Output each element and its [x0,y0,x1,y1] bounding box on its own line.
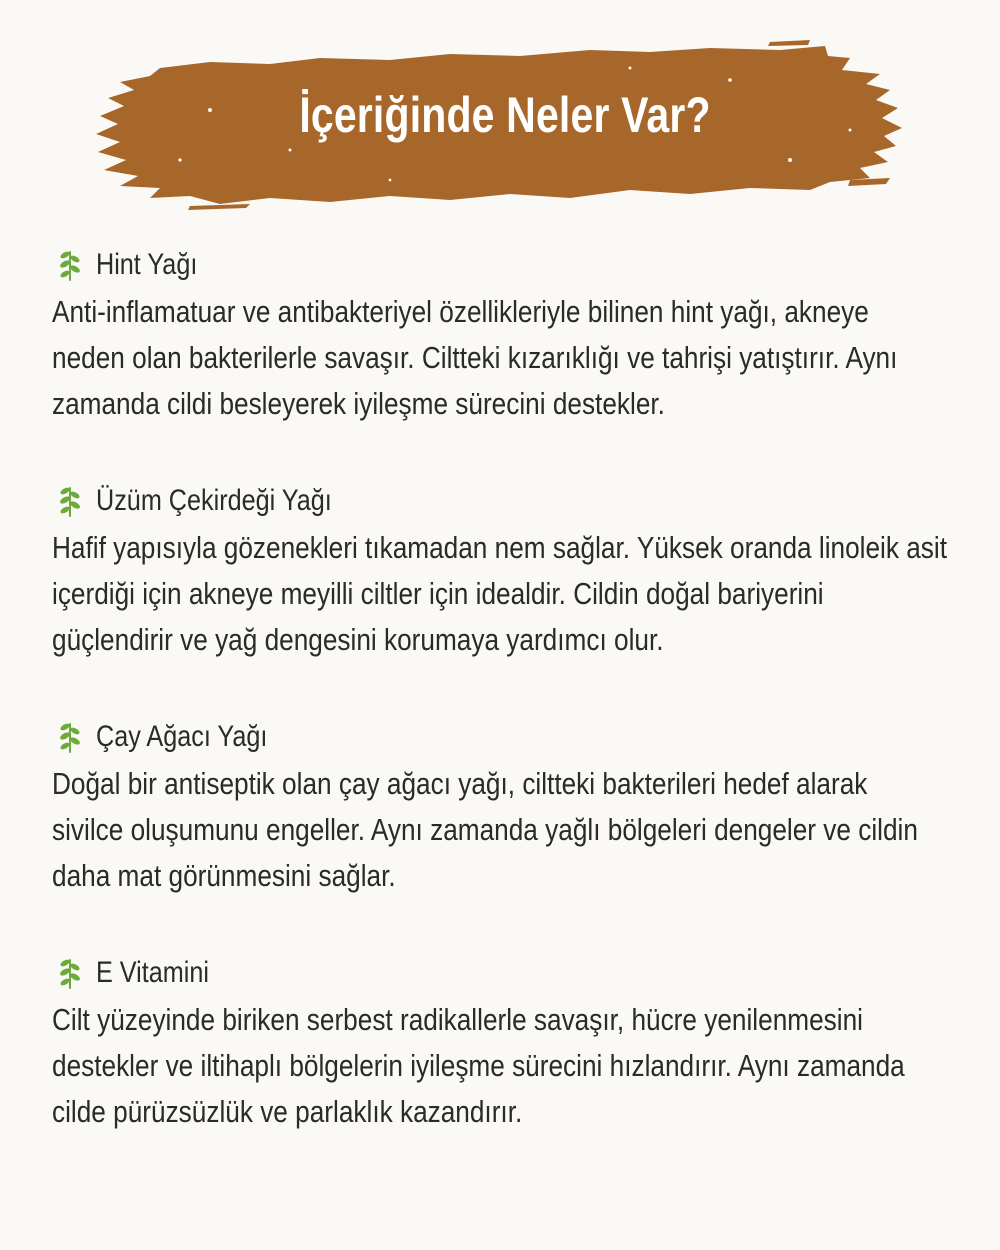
ingredient-title: Hint Yağı [96,248,198,281]
ingredient-title: Çay Ağacı Yağı [96,720,268,753]
ingredient-heading [52,951,972,995]
description-line: içerdiği için akneye meyilli ciltler için idealdir. Cildin doğal bariyerini [52,576,824,611]
ingredient-heading [52,715,972,759]
leaf-icon [56,483,84,519]
description-line: Cilt yüzeyinde biriken serbest radikallerle savaşır, hücre yenilenmesini [52,1002,863,1037]
ingredient-section [52,715,972,899]
ingredient-title: E Vitamini [96,956,209,989]
description-line: daha mat görünmesini sağlar. [52,858,396,893]
ingredient-title: Üzüm Çekirdeği Yağı [96,484,332,517]
description-line: Hafif yapısıyla gözenekleri tıkamadan nem sağlar. Yüksek oranda linoleik asit [52,530,948,565]
description-line: Anti-inflamatuar ve antibakteriyel özellikleriyle bilinen hint yağı, akneye [52,294,869,329]
description-line: cilde pürüzsüzlük ve parlaklık kazandırır. [52,1094,523,1129]
ingredient-section [52,479,972,663]
ingredient-section [52,243,972,427]
ingredient-section [52,951,972,1135]
title-banner [90,40,920,215]
description-line: sivilce oluşumunu engeller. Aynı zamanda yağlı bölgeleri dengeler ve cildin [52,812,918,847]
ingredient-heading [52,479,972,523]
leaf-icon [56,247,84,283]
description-line: zamanda cildi besleyerek iyileşme sürecini destekler. [52,386,665,421]
leaf-icon [56,955,84,991]
leaf-icon [56,719,84,755]
description-line: neden olan bakterilerle savaşır. Ciltteki kızarıklığı ve tahrişi yatıştırır. Aynı [52,340,898,375]
description-line: Doğal bir antiseptik olan çay ağacı yağı, ciltteki bakterileri hedef alarak [52,766,868,801]
description-line: güçlendirir ve yağ dengesini korumaya yardımcı olur. [52,622,664,657]
ingredient-list [52,243,972,1187]
page-title: İçeriğinde Neler Var? [299,87,711,143]
description-line: destekler ve iltihaplı bölgelerin iyileşme sürecini hızlandırır. Aynı zamanda [52,1048,905,1083]
ingredient-heading [52,243,972,287]
